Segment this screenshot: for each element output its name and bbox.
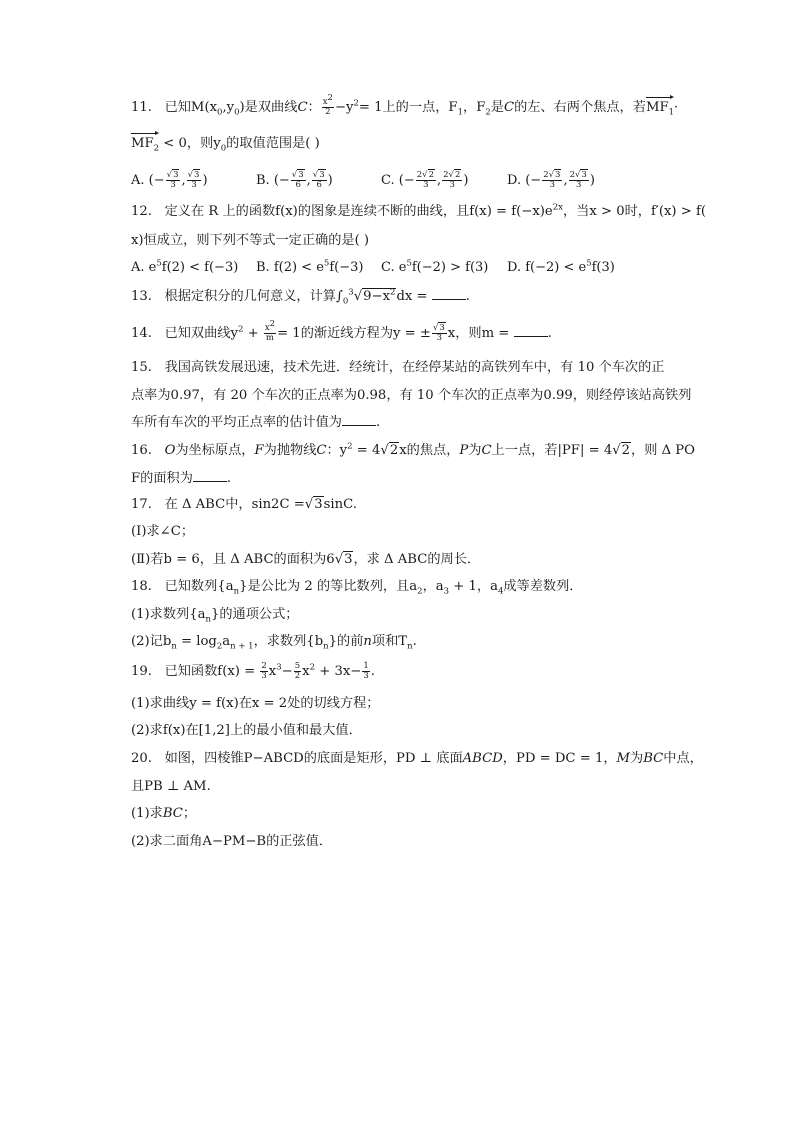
question-20-line-3: (1)求BC； (131, 806, 197, 821)
question-12-option-b: B. $f(2) < e^5f(-3)$ (256, 258, 364, 275)
question-14: 14. 已知双曲线$y^2$ + $\frac{x^2}{m}$ = 1的渐近线方程为y = ± $\frac{√3}{3}$ x，则m = . (131, 319, 552, 343)
question-16-line-2: F的面积为 . (131, 471, 232, 486)
question-11-option-a: A. (− $\frac{√3}{3}$ , $\frac{√3}{3}$ ) (131, 170, 208, 190)
question-18-line-3: (2)记$b_n = \log_2a_{n + 1}$，求数列$\{b_n\}$的前n项和$T_n$. (131, 634, 417, 652)
answer-blank-15 (342, 415, 376, 426)
radicand: $9-x^2$ (363, 287, 396, 304)
question-12-line-2: x)恒成立，则下列不等式一定正确的是( ) (131, 233, 370, 248)
question-18-line-2: (1)求数列$\{a_n\}$的通项公式； (131, 607, 299, 625)
question-11-line-1: 11. 已知$M(x_0,y_0)$是双曲线C： $\frac{x^2}{2}$ $-y^2= 1$上的一点，$F_1$，$F_2$是C的左、右两个焦点，若$MF_1\cdot$ (131, 93, 679, 118)
question-20-line-2: 且PB ⊥ AM. (131, 779, 211, 794)
fraction-rt3-over-3: $\frac{√3}{3}$ (432, 323, 445, 343)
question-12-option-d: D. $f(-2) < e^5f(3)$ (507, 258, 615, 275)
fraction-x2-over-2: $\frac{x^2}{2}$ (322, 93, 333, 117)
question-15-line-2: 点率为0.97，有 20 个车次的正点率为0.98，有 10 个车次的正点率为0.99，则经停该站高铁列 (131, 388, 692, 403)
question-18-line-1: 18. 已知数列$\{a_n\}$是公比为 2 的等比数列，且$a_2$，$a_3 + 1$，$a_4$成等差数列． (131, 579, 583, 597)
question-13: 13. 根据定积分的几何意义，计算$\int_0^3√9-x^2dx$ = . (131, 287, 470, 307)
question-20-line-4: (2)求二面角A−PM−B的正弦值． (131, 834, 333, 849)
question-16-line-1: 16. O为坐标原点，F为抛物线C：$y^2 = 4√2x$的焦点，P为C上一点，若|PF| = 4√2，则 Δ PO (131, 441, 695, 458)
question-19-line-1: 19. 已知函数f(x) = $\frac{2}{3}$ $x^3-$ $\frac{5}{2}$ $x^2 + 3x-$ $\frac{1}{3}$ . (131, 661, 375, 681)
vector-mf1: $MF_1$ (645, 100, 675, 118)
question-15-line-3: 车所有车次的平均正点率的估计值为 . (131, 415, 381, 430)
answer-blank-16 (193, 471, 227, 482)
vector-mf2: $MF_2$ (131, 136, 160, 154)
question-12-option-c: C. $e^5f(-2) > f(3)$ (381, 258, 489, 275)
question-11-option-b: B. (− $\frac{√3}{6}$ , $\frac{√3}{6}$ ) (256, 170, 333, 190)
question-20-line-1: 20. 如图，四棱锥P−ABCD的底面是矩形，PD ⊥ 底面ABCD，PD = DC = 1，M为BC中点， (131, 751, 703, 766)
question-15-line-1: 15. 我国高铁发展迅速，技术先进．经统计，在经停某站的高铁列车中，有 10 个车次的正 (131, 360, 665, 375)
fraction-x2-over-m: $\frac{x^2}{m}$ (264, 319, 276, 343)
question-19-line-3: (2)求f(x)在[1,2]上的最小值和最大值． (131, 723, 362, 738)
answer-blank-13 (432, 289, 466, 300)
question-11-option-c: C. (− $\frac{2√2}{3}$ , $\frac{2√2}{3}$ ) (381, 170, 469, 190)
answer-blank-14 (514, 326, 548, 337)
question-11-option-d: D. (− $\frac{2√3}{3}$ , $\frac{2√3}{3}$ ) (507, 170, 595, 190)
question-17-line-1: 17. 在 Δ ABC中，sin2C =√3sinC. (131, 497, 357, 512)
question-12-line-1: 12. 定义在 R 上的函数f(x)的图象是连续不断的曲线，且$f(x) = f(-x)e^{2x}$，当x > 0时，f′(x) > f( (131, 202, 707, 219)
question-12-option-a: A. $e^5f(2) < f(-3)$ (131, 258, 239, 275)
question-19-line-2: (1)求曲线y = f(x)在x = 2处的切线方程； (131, 696, 380, 711)
question-11-line-2: $MF_2 < 0$，则$y_0$的取值范围是( ) (131, 136, 320, 154)
question-17-line-3: (Ⅱ)若b = 6，且 Δ ABC的面积为6√3，求 Δ ABC的周长． (131, 552, 481, 567)
question-17-line-2: (Ⅰ)求∠C； (131, 524, 195, 539)
